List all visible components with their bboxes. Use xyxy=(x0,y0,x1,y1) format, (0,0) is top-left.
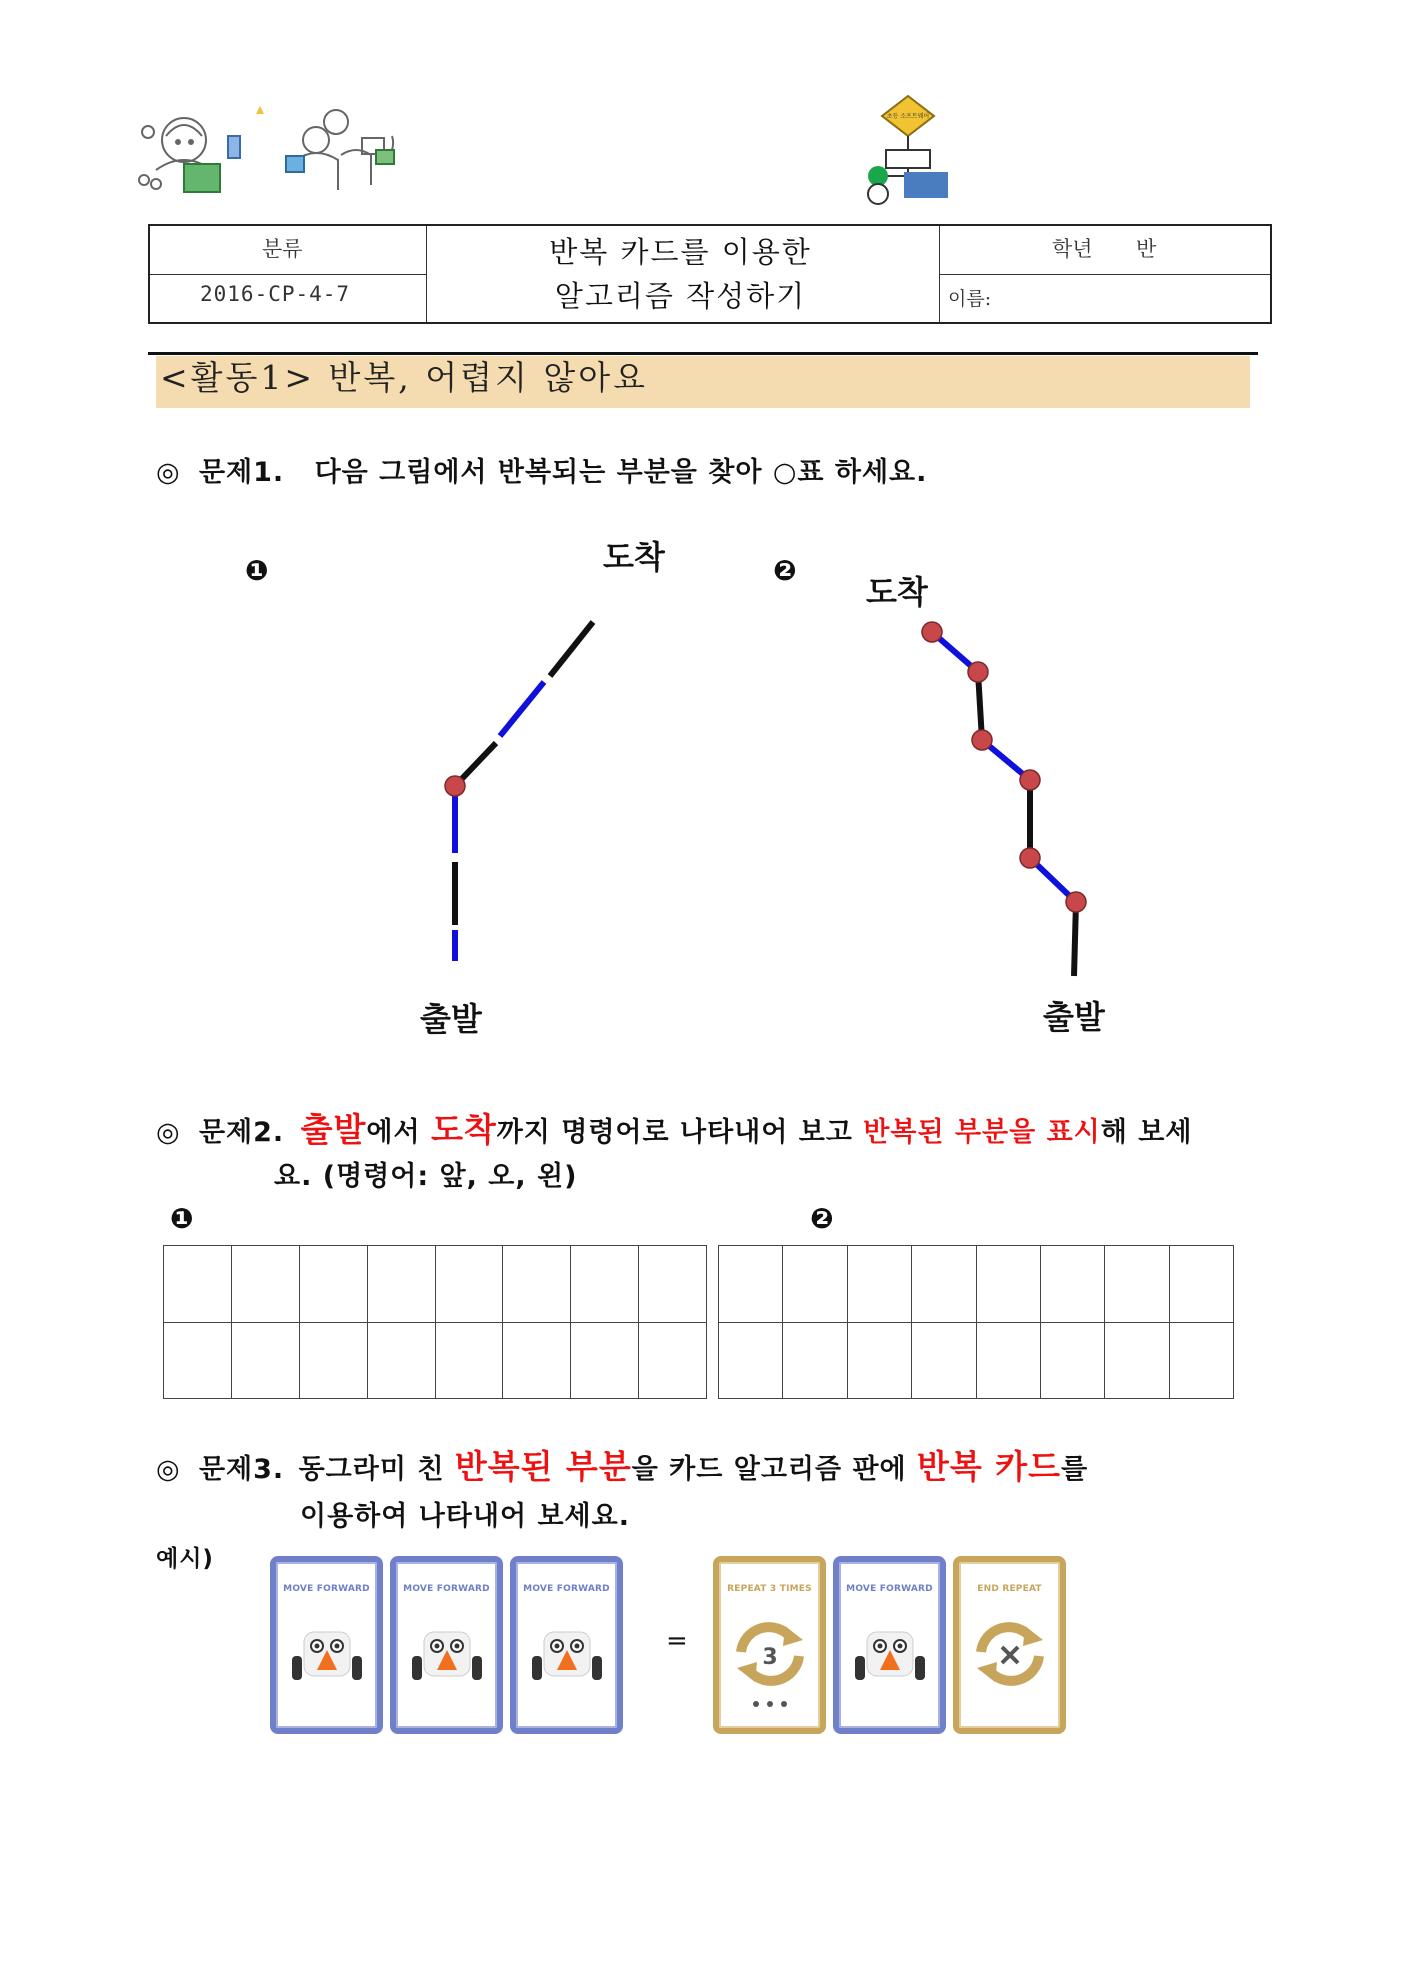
q2-start-word: 출발 xyxy=(300,1110,367,1149)
fig2-start-label: 출발 xyxy=(1043,998,1105,1036)
q1-marker: ◎ xyxy=(156,457,181,488)
answer-cell[interactable] xyxy=(976,1322,1040,1399)
path-node xyxy=(1020,848,1040,868)
card-title: END REPEAT xyxy=(977,1584,1042,1594)
example-label: 예시) xyxy=(156,1546,214,1572)
q3-highlight-1: 반복된 부분 xyxy=(454,1447,632,1486)
card-title: MOVE FORWARD xyxy=(846,1584,933,1594)
q3-line2: 이용하여 나타내어 보세요. xyxy=(300,1501,630,1532)
name-field[interactable]: 이름: xyxy=(948,288,992,310)
answer-cell[interactable] xyxy=(164,1246,232,1323)
q3-marker: ◎ xyxy=(156,1454,181,1485)
answer-grid-1 xyxy=(163,1245,707,1399)
logo-text: 초등 소프트웨어 xyxy=(886,113,930,120)
answer-cell[interactable] xyxy=(639,1246,707,1323)
robot-icon xyxy=(839,1610,940,1720)
answer-cell[interactable] xyxy=(571,1246,639,1323)
title-line2: 알고리즘 작성하기 xyxy=(554,279,807,313)
q2-text-c: 해 보세 xyxy=(1100,1117,1193,1148)
fig2-goal-label: 도착 xyxy=(866,573,928,611)
answer-cell[interactable] xyxy=(367,1246,435,1323)
answer-cell[interactable] xyxy=(435,1322,503,1399)
path-figure-1 xyxy=(445,622,593,961)
answer-cell[interactable] xyxy=(299,1322,367,1399)
q3-text-a: 동그라미 친 xyxy=(298,1454,455,1485)
class-label: 반 xyxy=(1136,237,1157,261)
category-label: 분류 xyxy=(262,237,303,261)
q1-text: 다음 그림에서 반복되는 부분을 찾아 ○표 하세요. xyxy=(314,457,928,488)
path-segment xyxy=(1074,902,1076,976)
answer-cell[interactable] xyxy=(435,1246,503,1323)
answer-cell[interactable] xyxy=(503,1322,571,1399)
q2-goal-word: 도착 xyxy=(430,1110,497,1149)
answer-cell[interactable] xyxy=(976,1246,1040,1323)
answer-cell[interactable] xyxy=(1169,1246,1233,1323)
q3-highlight-2: 반복 카드 xyxy=(917,1447,1062,1486)
card-move-forward xyxy=(390,1556,503,1734)
answer-cell[interactable] xyxy=(231,1322,299,1399)
card-title: REPEAT 3 TIMES xyxy=(727,1584,812,1594)
robot-icon xyxy=(276,1610,377,1720)
answer-cell[interactable] xyxy=(231,1246,299,1323)
answer-cell[interactable] xyxy=(1105,1246,1169,1323)
title-line1: 반복 카드를 이용한 xyxy=(549,235,812,269)
answer-cell[interactable] xyxy=(164,1322,232,1399)
answer-cell[interactable] xyxy=(912,1322,976,1399)
card-end-repeat xyxy=(953,1556,1066,1734)
grid1-number: ❶ xyxy=(170,1202,194,1235)
answer-cell[interactable] xyxy=(1169,1322,1233,1399)
repeat-count: 3 xyxy=(762,1645,778,1670)
path-node xyxy=(445,776,465,796)
answer-cell[interactable] xyxy=(571,1322,639,1399)
fig1-goal-label: 도착 xyxy=(603,538,665,576)
path-segment xyxy=(500,682,544,736)
answer-cell[interactable] xyxy=(847,1246,911,1323)
q1-label: 문제1. xyxy=(198,457,285,488)
answer-cell[interactable] xyxy=(719,1246,783,1323)
card-title: MOVE FORWARD xyxy=(283,1584,370,1594)
path-node xyxy=(1066,892,1086,912)
q3-text-b: 을 카드 알고리즘 판에 xyxy=(631,1454,918,1485)
card-move-forward xyxy=(510,1556,623,1734)
repeat-cycle-icon xyxy=(719,1610,820,1720)
answer-cell[interactable] xyxy=(503,1246,571,1323)
robot-icon xyxy=(516,1610,617,1720)
equals-sign: = xyxy=(666,1626,689,1656)
grade-label: 학년 xyxy=(1052,237,1093,261)
path-segment xyxy=(550,622,593,676)
answer-cell[interactable] xyxy=(1105,1322,1169,1399)
robot-icon xyxy=(396,1610,497,1720)
answer-cell[interactable] xyxy=(783,1246,847,1323)
q2-heading xyxy=(156,1104,1192,1151)
q2-line2: 요. (명령어: 앞, 오, 왼) xyxy=(274,1161,578,1192)
q3-label: 문제3. xyxy=(198,1454,285,1485)
end-repeat-icon xyxy=(959,1610,1060,1720)
answer-cell[interactable] xyxy=(639,1322,707,1399)
card-move-forward xyxy=(833,1556,946,1734)
activity-title: <활동1> 반복, 어렵지 않아요 xyxy=(160,358,649,397)
answer-cell[interactable] xyxy=(912,1246,976,1323)
q2-text-b: 까지 명령어로 나타내어 보고 xyxy=(496,1117,864,1148)
q2-text-a: 에서 xyxy=(366,1117,431,1148)
fig2-number: ❷ xyxy=(773,554,797,587)
answer-cell[interactable] xyxy=(719,1322,783,1399)
path-figure-2 xyxy=(922,622,1086,976)
q2-highlight: 반복된 부분을 표시 xyxy=(863,1117,1101,1148)
q2-marker: ◎ xyxy=(156,1117,181,1148)
fig1-number: ❶ xyxy=(245,554,269,587)
answer-grid-2 xyxy=(718,1245,1234,1399)
grid2-number: ❷ xyxy=(810,1202,834,1235)
card-move-forward xyxy=(270,1556,383,1734)
path-node xyxy=(972,730,992,750)
card-title: MOVE FORWARD xyxy=(523,1584,610,1594)
path-node xyxy=(922,622,942,642)
answer-cell[interactable] xyxy=(367,1322,435,1399)
worksheet-code: 2016-CP-4-7 xyxy=(200,282,351,306)
path-node xyxy=(968,662,988,682)
card-repeat-3-times xyxy=(713,1556,826,1734)
answer-cell[interactable] xyxy=(783,1322,847,1399)
answer-cell[interactable] xyxy=(1040,1246,1104,1323)
card-title: MOVE FORWARD xyxy=(403,1584,490,1594)
q2-label: 문제2. xyxy=(198,1117,285,1148)
q3-text-c: 를 xyxy=(1061,1454,1089,1485)
fig1-start-label: 출발 xyxy=(420,1000,482,1038)
q3-heading xyxy=(156,1441,1088,1488)
answer-cell[interactable] xyxy=(299,1246,367,1323)
answer-cell[interactable] xyxy=(847,1322,911,1399)
answer-cell[interactable] xyxy=(1040,1322,1104,1399)
path-node xyxy=(1020,770,1040,790)
